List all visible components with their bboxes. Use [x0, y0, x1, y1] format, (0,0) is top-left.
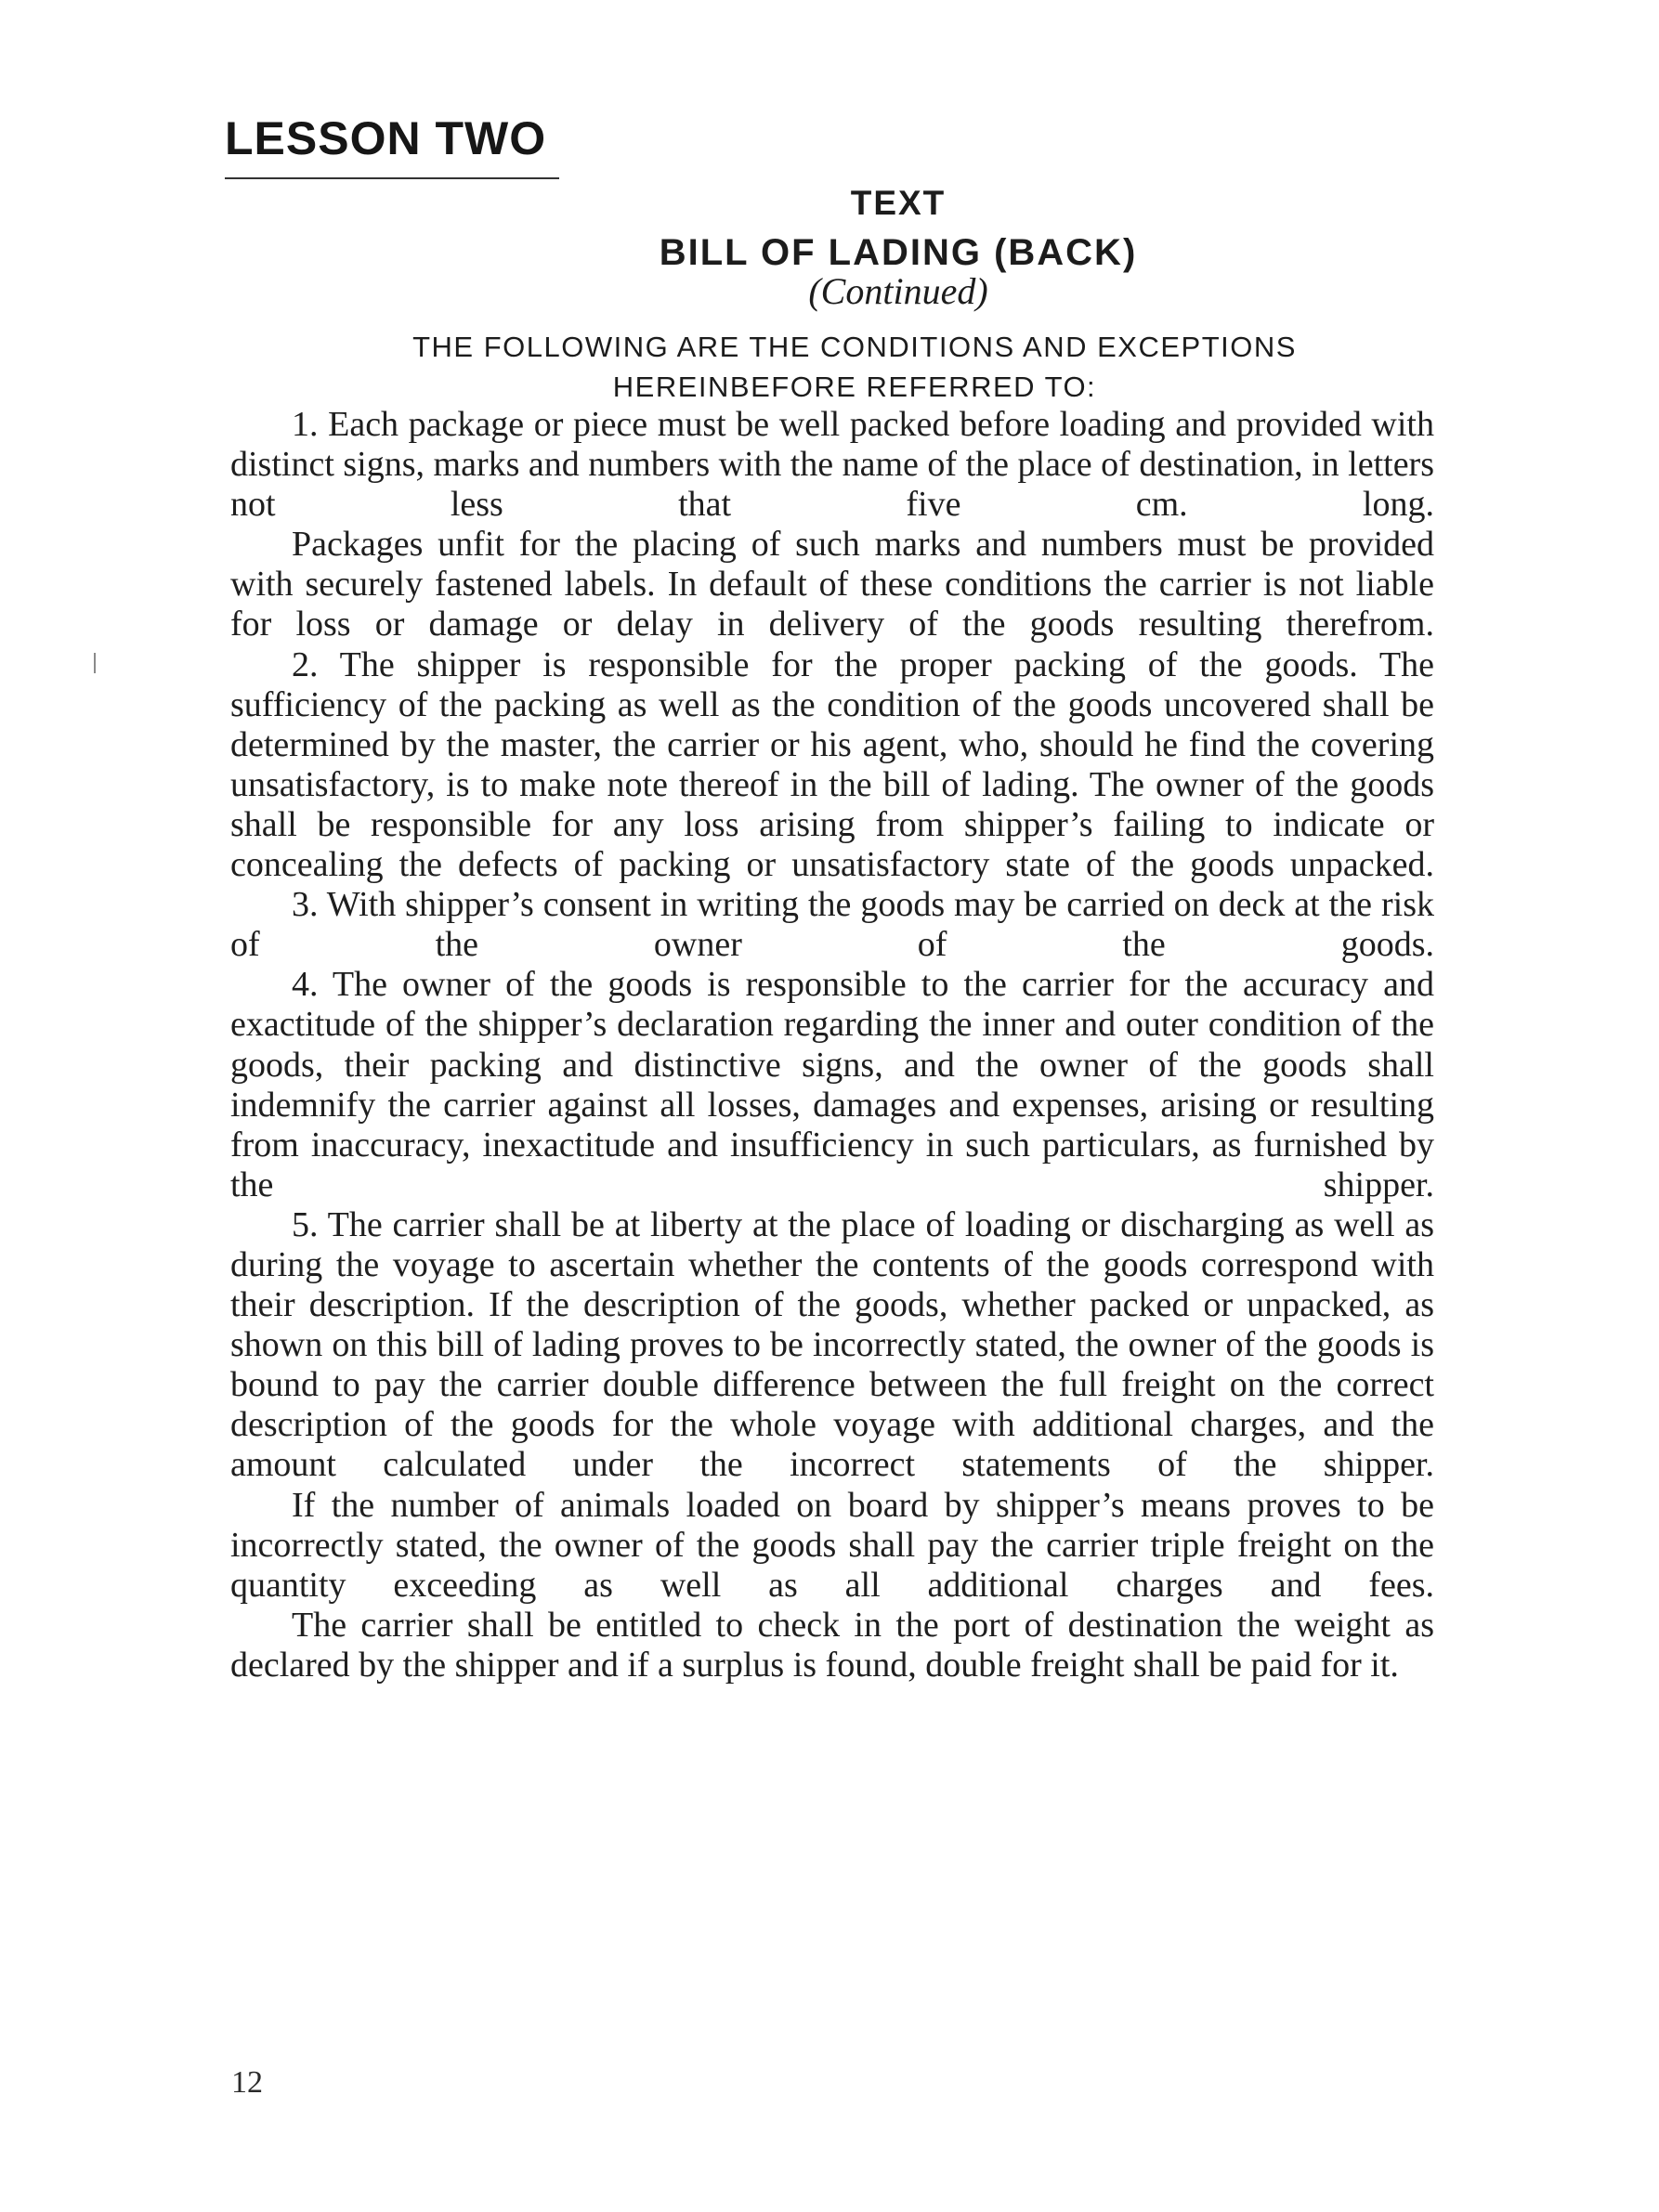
document-title: BILL OF LADING (BACK) — [659, 232, 1138, 273]
paragraph-condition-3: 3. With shipper’s consent in writing the goods may be carried on deck at the risk of the owner of the goods. — [230, 885, 1434, 965]
conditions-heading-line-2: HEREINBEFORE REFERRED TO: — [612, 371, 1097, 403]
paragraph-condition-5-weight: The carrier shall be entitled to check in the port of destination the weight as declared by the shipper and if a surplus is found, double freight shall be paid for it. — [230, 1605, 1434, 1685]
conditions-body — [230, 405, 1434, 1685]
paragraph-condition-2: 2. The shipper is responsible for the proper packing of the goods. The sufficiency of the packing as well as the condition of the goods uncovered shall be determined by the master, the carrier or his agent, who, should he find the covering unsatisfactory, is to make note thereof in the bill of lading. The owner of the goods shall be responsible for any loss arising from shipper’s failing to indicate or concealing the defects of packing or unsatisfactory state of the goods unpacked. — [230, 644, 1434, 885]
page-number: 12 — [231, 2065, 263, 2100]
paragraph-condition-4: 4. The owner of the goods is responsible to the carrier for the accuracy and exactitude of the shipper’s declaration regarding the inner and outer condition of the goods, their packing and distinctive signs, and the owner of the goods shall indemnify the carrier against all losses, damages and expenses, arising or resulting from inaccuracy, inexactitude and insufficiency in such particulars, as furnished by the shipper. — [230, 965, 1434, 1204]
section-label: TEXT — [850, 184, 947, 222]
conditions-heading-line-1: THE FOLLOWING ARE THE CONDITIONS AND EXCEPTIONS — [412, 331, 1297, 363]
lesson-heading: LESSON TWO — [225, 112, 547, 164]
continued-label: (Continued) — [808, 270, 988, 312]
paragraph-condition-5-animals: If the number of animals loaded on board by shipper’s means proves to be incorrectly stated, the owner of the goods shall pay the carrier triple freight on the quantity exceeding as well as all additional charges and fees. — [230, 1485, 1434, 1605]
paragraph-condition-1-labels: Packages unfit for the placing of such marks and numbers must be provided with securely fastened labels. In default of these conditions the carrier is not liable for loss or damage or delay in delivery of the goods resulting therefrom. — [230, 525, 1434, 644]
margin-scan-mark — [94, 653, 96, 673]
paragraph-condition-5: 5. The carrier shall be at liberty at the place of loading or discharging as well as during the voyage to ascertain whether the contents of the goods correspond with their description. If the description of the goods, whether packed or unpacked, as shown on this bill of lading proves to be incorrectly stated, the owner of the goods is bound to pay the carrier double difference between the full freight on the correct description of the goods for the whole voyage with additional charges, and the amount calculated under the incorrect statements of the shipper. — [230, 1204, 1434, 1485]
conditions-heading — [279, 327, 1430, 407]
paragraph-condition-1: 1. Each package or piece must be well packed before loading and provided with distinct signs, marks and numbers with the name of the place of destination, in letters not less that five cm. long. — [230, 405, 1434, 525]
lesson-heading-underline — [225, 177, 559, 179]
